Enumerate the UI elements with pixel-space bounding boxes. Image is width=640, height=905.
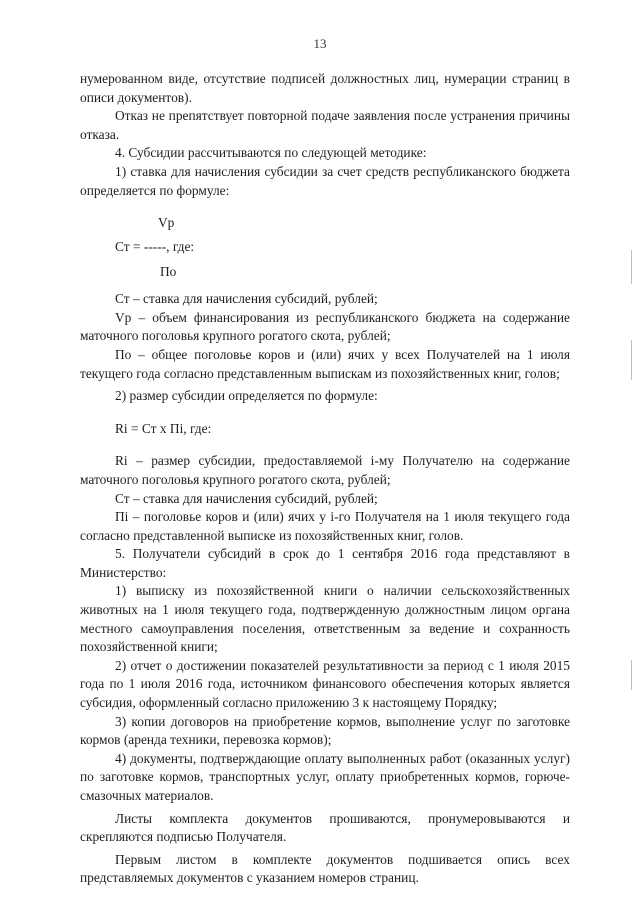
scan-margin-mark (631, 340, 632, 380)
paragraph: нумерованном виде, отсутствие подписей должностных лиц, нумерации страниц в описи документов). (80, 71, 570, 105)
paragraph: Листы комплекта документов прошиваются, пронумеровываются и скрепляются подписью Получателя. (80, 810, 570, 845)
paragraph: 5. Получатели субсидий в срок до 1 сентября 2016 года представляют в Министерство: (80, 546, 570, 580)
paragraph: Ri – размер субсидии, предоставляемой i-му Получателю на содержание маточного поголовья крупного рогатого скота, рублей; (80, 453, 570, 487)
paragraph: 2) размер субсидии определяется по формуле: (115, 388, 378, 404)
paragraph: 4. Субсидии рассчитываются по следующей методике: (115, 145, 427, 161)
page-number: 13 (313, 36, 327, 51)
paragraph: 1) ставка для начисления субсидии за счет средств республиканского бюджета определяется по формуле: (80, 163, 570, 198)
formula-denominator: По (160, 264, 177, 280)
scan-margin-mark (631, 660, 632, 690)
formula-main-line: Ст = -----, где: (115, 239, 195, 255)
paragraph: Отказ не препятствует повторной подаче заявления после устранения причины отказа. (80, 108, 570, 142)
document-body (80, 70, 570, 888)
paragraph: Первым листом в комплекте документов подшивается опись всех представляемых документов с указанием номеров страниц. (80, 851, 570, 886)
formula-rate (80, 210, 570, 286)
paragraph: Ст – ставка для начисления субсидий, рублей; (115, 490, 378, 506)
formula-numerator: Vp (158, 215, 175, 231)
formula-subsidy: Ri = Ст х Пi, где: (115, 420, 212, 436)
paragraph: 1) выписку из похозяйственной книги о наличии сельскохозяйственных животных на 1 июля текущего года, подтвержденную должностным лицом органа местного самоуправления поселения, ответственным за ведение и сохранность похозяйственной книги; (80, 583, 570, 655)
paragraph: 3) копии договоров на приобретение кормов, выполнение услуг по заготовке кормов (аренда техники, перевозка кормов); (80, 713, 570, 748)
paragraph: 2) отчет о достижении показателей результативности за период с 1 июля 2015 года по 1 июля 2016 года, источником финансового обеспечения которых является субсидия, оформленный согласно приложению 3 к настоящему Порядку; (80, 657, 570, 711)
paragraph: По – общее поголовье коров и (или) ячих у всех Получателей на 1 июля текущего года согласно представленным выпискам из похозяйственных книг, голов; (80, 346, 570, 381)
scan-margin-mark (631, 250, 632, 284)
paragraph: Vp – объем финансирования из республиканского бюджета на содержание маточного поголовья крупного рогатого скота, рублей; (80, 309, 570, 344)
paragraph: Ст – ставка для начисления субсидий, рублей; (115, 291, 378, 307)
paragraph: 4) документы, подтверждающие оплату выполненных работ (оказанных услуг) по заготовке кормов, транспортных услуг, оплату приобретенных кормов, горюче-смазочных материалов. (80, 750, 570, 803)
paragraph: Пi – поголовье коров и (или) ячих у i-го Получателя на 1 июля текущего года согласно представленной выписке из похозяйственных книг, голов. (80, 509, 570, 543)
